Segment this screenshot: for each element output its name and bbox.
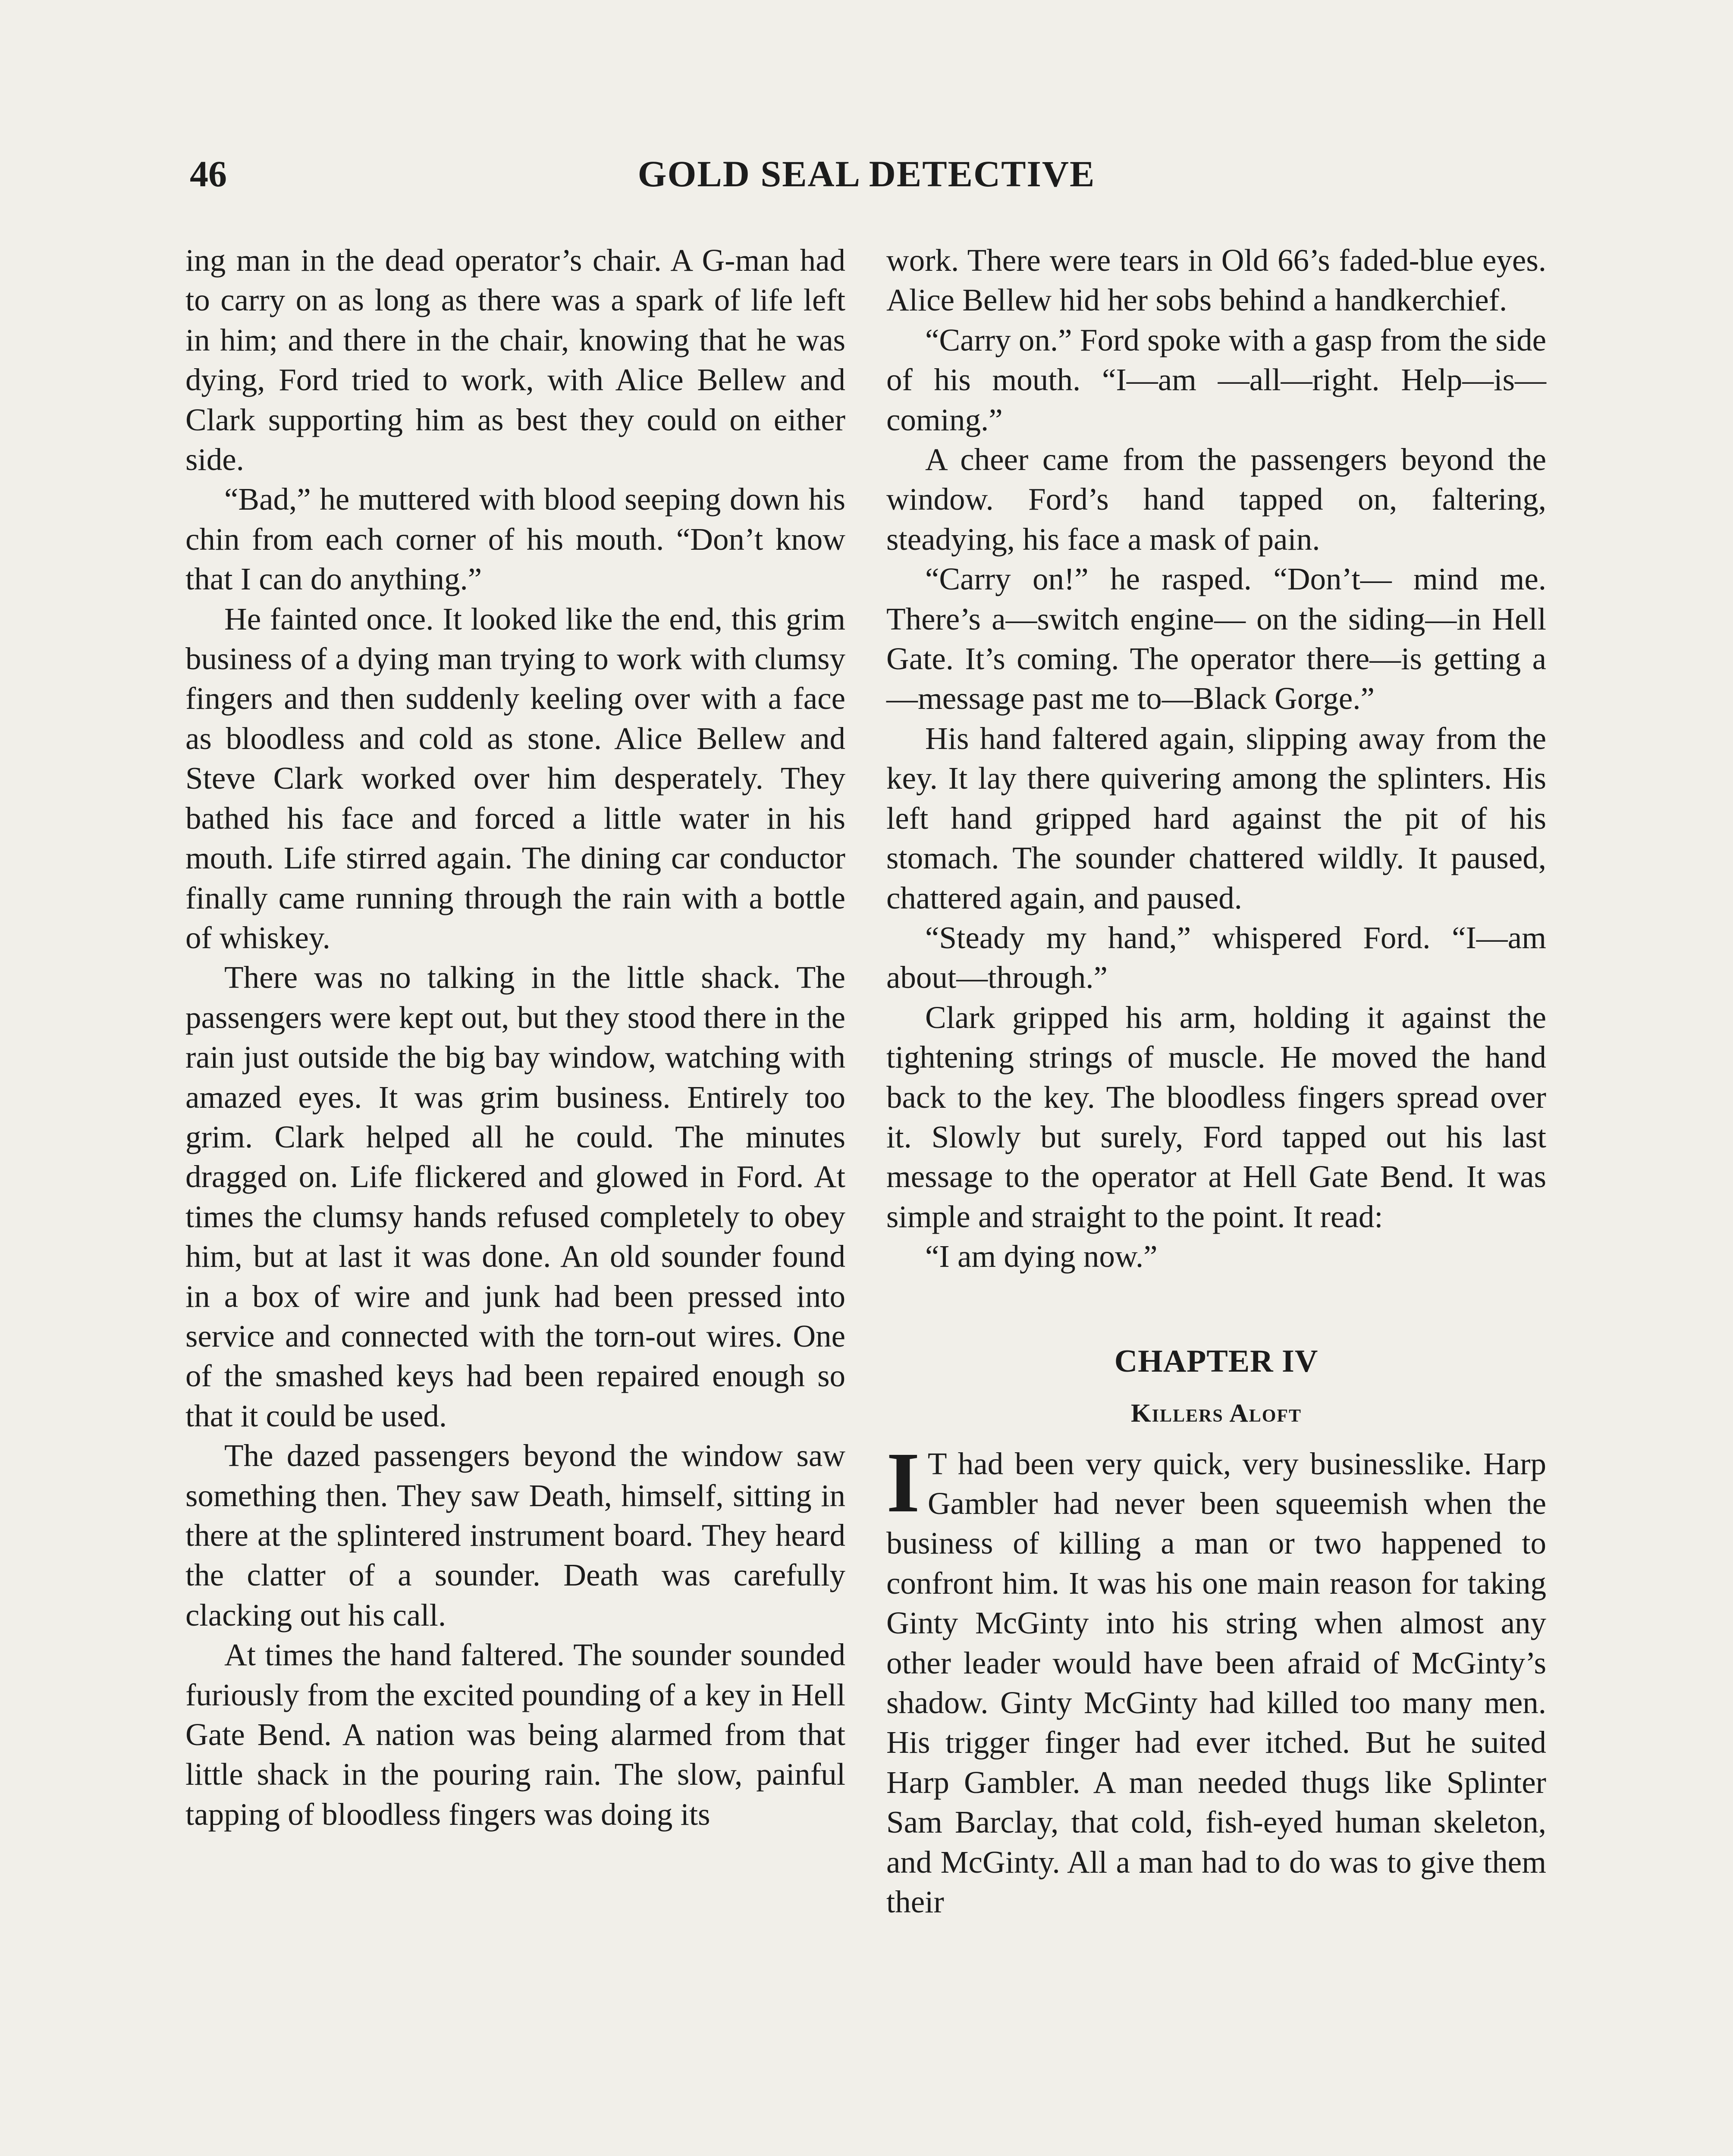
paragraph: Clark gripped his arm, holding it against the tightening strings of muscle. He moved the hand back to the key. The bloodless fingers spread over it. Slowly but surely, Ford tapped out his last message to the operator at Hell Gate Bend. It was simple and straight to the point. It read:: [886, 1000, 1546, 1234]
chapter-opening-paragraph: [886, 1435, 1546, 1922]
chapter-opening-text: T had been very quick, very businesslike. Harp Gambler had never been squeemish when the business of killing a man or two happened to confront him. It was his one main reason for taking Ginty McGinty into his string when almost any other leader would have been afraid of McGinty’s shadow. Ginty McGinty had killed too many men. His trigger finger had ever itched. But he suited Harp Gambler. A man needed thugs like Splinter Sam Barclay, that cold, fish-eyed human skeleton, and McGinty. All a man had to do was to give them their: [886, 1446, 1546, 1920]
paragraph: His hand faltered again, slipping away from the key. It lay there quivering among the splinters. His left hand gripped hard against the pit of his stomach. The sounder chattered wildly. It paused, chattered again, and paused.: [886, 721, 1546, 915]
paragraph: work. There were tears in Old 66’s faded-blue eyes. Alice Bellew hid her sobs behind a handkerchief.: [886, 243, 1546, 318]
paragraph: The dazed passengers beyond the window saw something then. They saw Death, himself, sitting in there at the splintered instrument board. They heard the clatter of a sounder. Death was carefully clacking out his call.: [185, 1438, 845, 1633]
paragraph: He fainted once. It looked like the end, this grim business of a dying man trying to work with clumsy fingers and then suddenly keeling over with a face as bloodless and cold as stone. Alice Bellew and Steve Clark worked over him desperately. They bathed his face and forced a little water in his mouth. Life stirred again. The dining car conductor finally came running through the rain with a bottle of whiskey.: [185, 601, 845, 955]
paragraph: “Carry on.” Ford spoke with a gasp from the side of his mouth. “I—am —all—right. Help—is—coming.”: [886, 322, 1546, 437]
right-column: [886, 241, 1546, 1922]
paragraph: “Bad,” he muttered with blood seeping down his chin from each corner of his mouth. “Don’t know that I can do anything.”: [185, 482, 845, 597]
running-title: GOLD SEAL DETECTIVE: [637, 153, 1096, 194]
paragraph: A cheer came from the passengers beyond the window. Ford’s hand tapped on, faltering, steadying, his face a mask of pain.: [886, 442, 1546, 557]
page-number: 46: [190, 153, 227, 194]
paragraph: “Steady my hand,” whispered Ford. “I—am about—through.”: [886, 920, 1546, 995]
paragraph: At times the hand faltered. The sounder sounded furiously from the excited pounding of a key in Hell Gate Bend. A nation was being alarmed from that little shack in the pouring rain. The slow, painful tapping of bloodless fingers was doing its: [185, 1637, 845, 1832]
chapter-title: CHAPTER IV: [1114, 1343, 1319, 1379]
drop-cap: I: [886, 1435, 920, 1530]
paragraph: ing man in the dead operator’s chair. A G-man had to carry on as long as there was a spark of life left in him; and there in the chair, knowing that he was dying, Ford tried to work, with Alice Bellew and Clark supporting him as best they could on either side.: [185, 243, 845, 477]
paragraph: “I am dying now.”: [925, 1239, 1158, 1274]
paragraph: There was no talking in the little shack. The passengers were kept out, but they stood there in the rain just outside the big bay window, watching with amazed eyes. It was grim business. Entirely too grim. Clark helped all he could. The minutes dragged on. Life flickered and glowed in Ford. At times the clumsy hands refused completely to obey him, but at last it was done. An old sounder found in a box of wire and junk had been pressed into service and connected with the torn-out wires. One of the smashed keys had been repaired enough so that it could be used.: [185, 960, 845, 1433]
paragraph: “Carry on!” he rasped. “Don’t— mind me. There’s a—switch engine— on the siding—in Hell Gate. It’s coming. The operator there—is getting a —message past me to—Black Gorge.”: [886, 561, 1546, 716]
left-column: [185, 241, 845, 1834]
chapter-subtitle: Killers Aloft: [1130, 1398, 1302, 1427]
